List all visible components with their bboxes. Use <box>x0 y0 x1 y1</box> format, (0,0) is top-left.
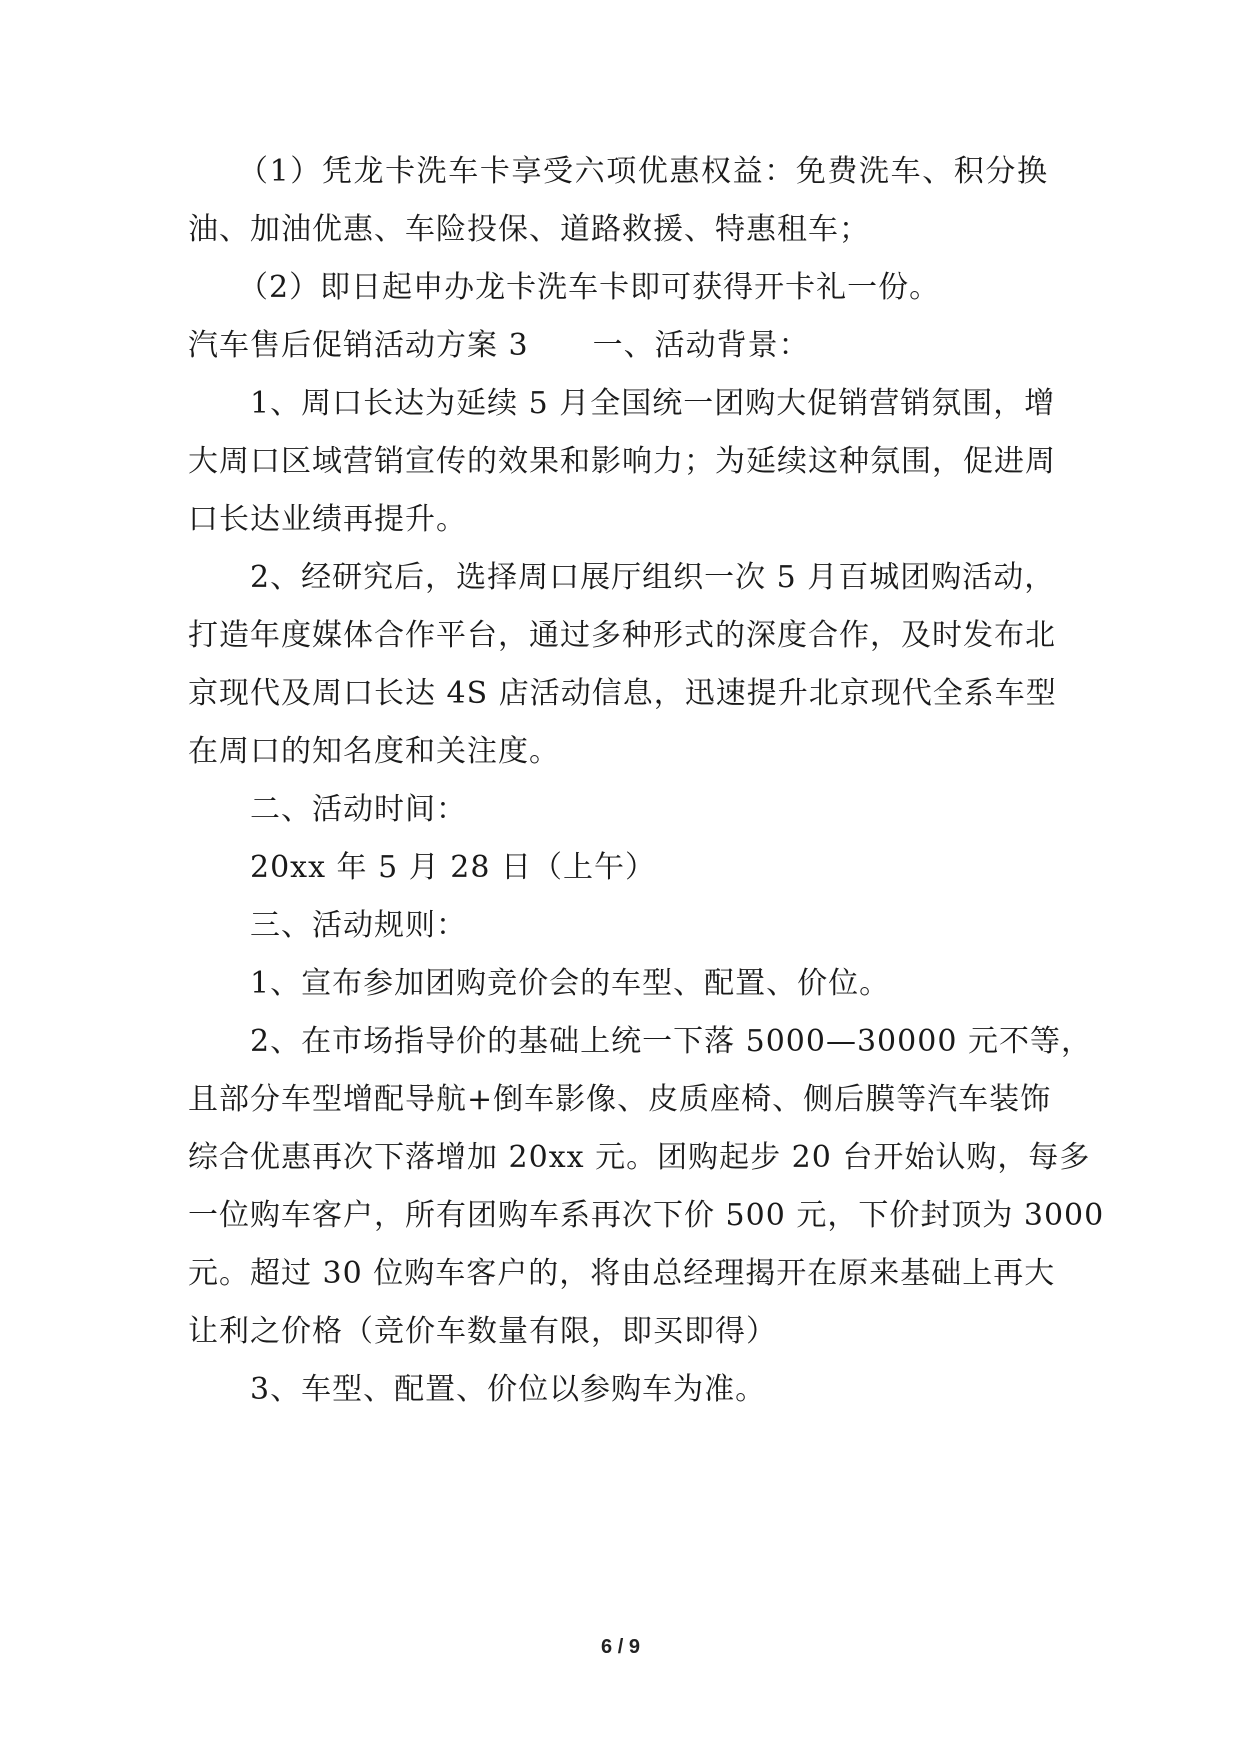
paragraph-line: 油、加油优惠、车险投保、道路救援、特惠租车； <box>188 212 870 247</box>
paragraph-line: 一位购车客户，所有团购车系再次下价 500 元，下价封顶为 3000 <box>188 1198 1105 1233</box>
paragraph-line: 1、周口长达为延续 5 月全国统一团购大促销营销氛围，增 <box>250 386 1056 421</box>
paragraph-line: 在周口的知名度和关注度。 <box>188 734 560 769</box>
plan-title: 汽车售后促销活动方案 3 <box>188 328 529 363</box>
paragraph-line: 且部分车型增配导航+倒车影像、皮质座椅、侧后膜等汽车装饰 <box>188 1082 1052 1117</box>
paragraph-line: 综合优惠再次下落增加 20xx 元。团购起步 20 台开始认购，每多 <box>188 1140 1091 1175</box>
heading-time: 二、活动时间： <box>250 792 467 827</box>
heading-rules: 三、活动规则： <box>250 908 467 943</box>
paragraph-line: 3、车型、配置、价位以参购车为准。 <box>250 1372 767 1407</box>
section-title-line <box>188 326 810 366</box>
paragraph-line: 2、经研究后，选择周口展厅组织一次 5 月百城团购活动， <box>250 560 1056 595</box>
paragraph-line: 大周口区域营销宣传的效果和影响力；为延续这种氛围，促进周 <box>188 444 1056 479</box>
paragraph-line: 打造年度媒体合作平台，通过多种形式的深度合作，及时发布北 <box>188 618 1056 653</box>
page-number: 6 / 9 <box>601 1636 640 1658</box>
paragraph-line: （1）凭龙卡洗车卡享受六项优惠权益：免费洗车、积分换 <box>238 154 1048 189</box>
event-date: 20xx 年 5 月 28 日（上午） <box>250 850 656 885</box>
paragraph-line: 让利之价格（竞价车数量有限，即买即得） <box>188 1314 777 1349</box>
paragraph-line: 1、宣布参加团购竞价会的车型、配置、价位。 <box>250 966 891 1001</box>
paragraph-line: （2）即日起申办龙卡洗车卡即可获得开卡礼一份。 <box>238 270 941 305</box>
heading-background: 一、活动背景： <box>592 328 810 363</box>
paragraph-line: 口长达业绩再提升。 <box>188 502 467 537</box>
paragraph-line: 京现代及周口长达 4S 店活动信息，迅速提升北京现代全系车型 <box>188 676 1057 711</box>
paragraph-line: 2、在市场指导价的基础上统一下落 5000—30000 元不等， <box>250 1024 1092 1059</box>
paragraph-line: 元。超过 30 位购车客户的，将由总经理揭开在原来基础上再大 <box>188 1256 1056 1291</box>
